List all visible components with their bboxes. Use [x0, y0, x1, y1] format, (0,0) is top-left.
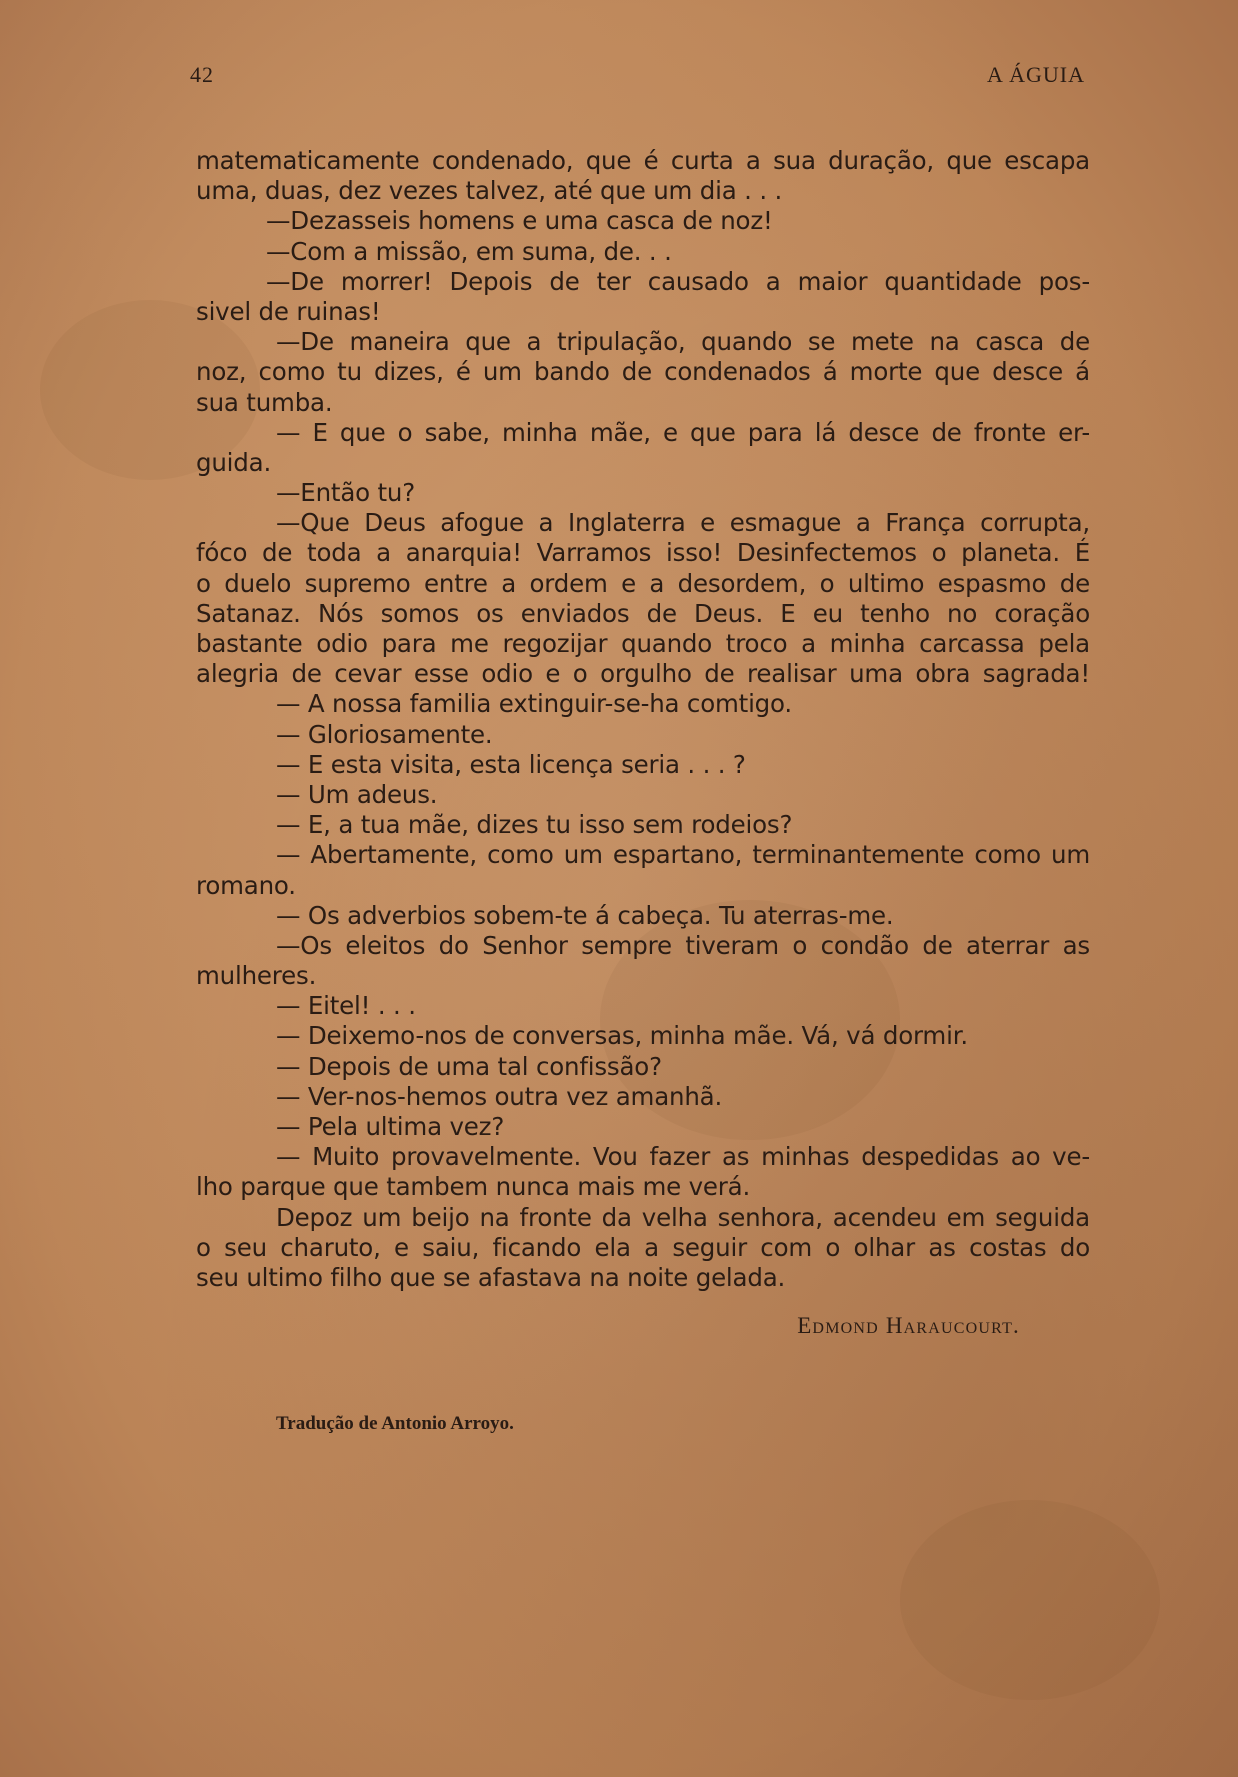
page-number: 42: [190, 62, 214, 87]
text-line: guida.: [196, 447, 272, 477]
text-line: Satanaz. Nós somos os enviados de Deus. E eu tenho no coração: [196, 598, 1090, 628]
text-line: —Os eleitos do Senhor sempre tiveram o condão de aterrar as: [276, 930, 1090, 960]
text-line: — A nossa familia extinguir-se-ha comtigo.: [276, 689, 792, 719]
text-line: —De morrer! Depois de ter causado a maior quantidade pos-: [266, 266, 1090, 296]
text-line: noz, como tu dizes, é um bando de condenados á morte que desce á: [196, 357, 1090, 387]
page-header: [190, 62, 1085, 102]
translation-credit: Tradução de Antonio Arroyo.: [276, 1413, 514, 1434]
text-line: uma, duas, dez vezes talvez, até que um dia . . .: [196, 176, 783, 206]
text-line: — Depois de uma tal confissão?: [276, 1051, 662, 1081]
text-line: — E esta visita, esta licença seria . . . ?: [276, 749, 746, 779]
text-line: o seu charuto, e saiu, ficando ela a seguir com o olhar as costas do: [196, 1232, 1090, 1262]
text-line: — E, a tua mãe, dizes tu isso sem rodeios?: [276, 810, 793, 840]
text-line: mulheres.: [196, 961, 317, 991]
text-line: — Eitel! . . .: [276, 991, 416, 1021]
text-line: Depoz um beijo na fronte da velha senhora, acendeu em seguida: [276, 1202, 1090, 1232]
text-line: — Gloriosamente.: [276, 719, 493, 749]
text-line: —Dezasseis homens e uma casca de noz!: [266, 206, 773, 236]
body-text: [196, 146, 1090, 1293]
text-line: alegria de cevar esse odio e o orgulho de realisar uma obra sagrada!: [196, 659, 1090, 689]
text-line: — Os adverbios sobem-te á cabeça. Tu aterras-me.: [276, 900, 894, 930]
text-line: —Então tu?: [276, 478, 416, 508]
author-signature: Edmond Haraucourt.: [797, 1313, 1020, 1338]
text-line: fóco de toda a anarquia! Varramos isso! Desinfectemos o planeta. É: [196, 538, 1090, 568]
text-line: romano.: [196, 870, 296, 900]
text-line: lho parque que tambem nunca mais me verá.: [196, 1172, 751, 1202]
text-line: — Deixemo-nos de conversas, minha mãe. Vá, vá dormir.: [276, 1021, 968, 1051]
text-line: — Pela ultima vez?: [276, 1112, 505, 1141]
text-line: sua tumba.: [196, 387, 333, 417]
paper-stain: [900, 1500, 1160, 1700]
text-line: matematicamente condenado, que é curta a sua duração, que escapa: [196, 146, 1090, 175]
text-line: seu ultimo filho que se afastava na noite gelada.: [196, 1262, 786, 1292]
text-line: sivel de ruinas!: [196, 296, 381, 326]
text-line: —Com a missão, em suma, de. . .: [266, 236, 672, 266]
text-line: — Abertamente, como um espartano, terminantemente como um: [276, 840, 1090, 870]
text-line: o duelo supremo entre a ordem e a desordem, o ultimo espasmo de: [196, 568, 1090, 598]
text-line: — Um adeus.: [276, 779, 438, 809]
text-line: — Ver-nos-hemos outra vez amanhã.: [276, 1081, 723, 1111]
text-line: — Muito provavelmente. Vou fazer as minhas despedidas ao ve-: [276, 1142, 1090, 1172]
text-line: — E que o sabe, minha mãe, e que para lá desce de fronte er-: [276, 417, 1090, 447]
text-line: —De maneira que a tripulação, quando se mete na casca de: [276, 327, 1090, 357]
running-title: A ÁGUIA: [986, 62, 1085, 87]
text-line: bastante odio para me regozijar quando troco a minha carcassa pela: [196, 629, 1090, 658]
text-line: —Que Deus afogue a Inglaterra e esmague a França corrupta,: [276, 508, 1090, 538]
